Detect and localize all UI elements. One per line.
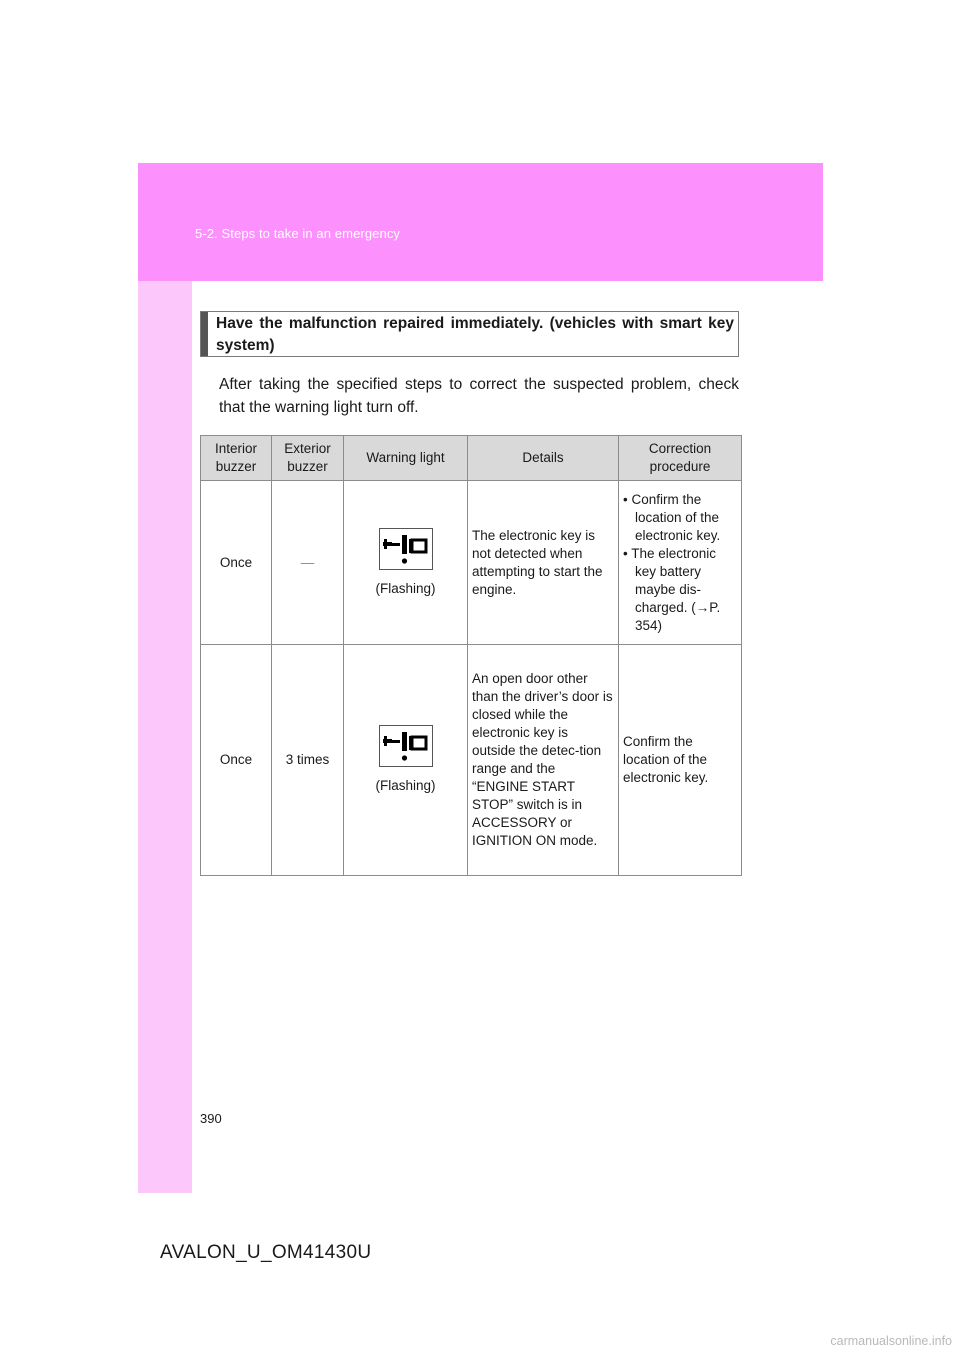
smart-key-warning-icon: [379, 528, 433, 570]
interior-buzzer-cell: Once: [201, 645, 272, 876]
smart-key-warning-icon: [379, 725, 433, 767]
section-title: Have the malfunction repaired immediately. (vehicles with smart key system): [216, 315, 734, 354]
warning-light-label: (Flashing): [375, 580, 436, 596]
header-warning-light: Warning light: [344, 436, 468, 481]
section-heading-bar: [201, 312, 208, 356]
header-details: Details: [468, 436, 619, 481]
correction-item: • The electronic key battery maybe dis-charged. (→P. 354): [623, 545, 721, 633]
page-number: 390: [200, 1111, 222, 1126]
header-correction-procedure: Correction procedure: [619, 436, 742, 481]
footer-document-code: AVALON_U_OM41430U: [160, 1242, 372, 1263]
exterior-buzzer-cell: —: [272, 481, 344, 645]
warning-table: [200, 435, 742, 876]
interior-buzzer-cell: Once: [201, 481, 272, 645]
header-interior-buzzer: Interior buzzer: [201, 436, 272, 481]
section-heading-box: [200, 311, 739, 357]
details-cell: The electronic key is not detected when attempting to start the engine.: [468, 481, 619, 645]
warning-light-cell: [344, 481, 468, 645]
side-tab-band: [138, 163, 192, 1193]
correction-item: • Confirm the location of the electronic key.: [623, 491, 721, 543]
watermark: carmanualsonline.info: [830, 1334, 952, 1348]
table-row: [201, 481, 742, 645]
details-cell: An open door other than the driver’s door is closed while the electronic key is outside the detec-tion range and the “ENGINE START STOP” switch is in ACCESSORY or IGNITION ON mode.: [468, 645, 619, 876]
exterior-buzzer-cell: 3 times: [272, 645, 344, 876]
correction-cell: [619, 481, 742, 645]
header-band: [138, 163, 823, 281]
table-row: [201, 645, 742, 876]
breadcrumb: 5-2. Steps to take in an emergency: [195, 226, 401, 241]
warning-light-cell: [344, 645, 468, 876]
correction-cell: Confirm the location of the electronic key.: [619, 645, 742, 876]
header-exterior-buzzer: Exterior buzzer: [272, 436, 344, 481]
warning-light-label: (Flashing): [375, 778, 436, 793]
intro-paragraph: After taking the specified steps to correct the suspected problem, check that the warning light turn off.: [219, 376, 739, 416]
table-header-row: [201, 436, 742, 481]
